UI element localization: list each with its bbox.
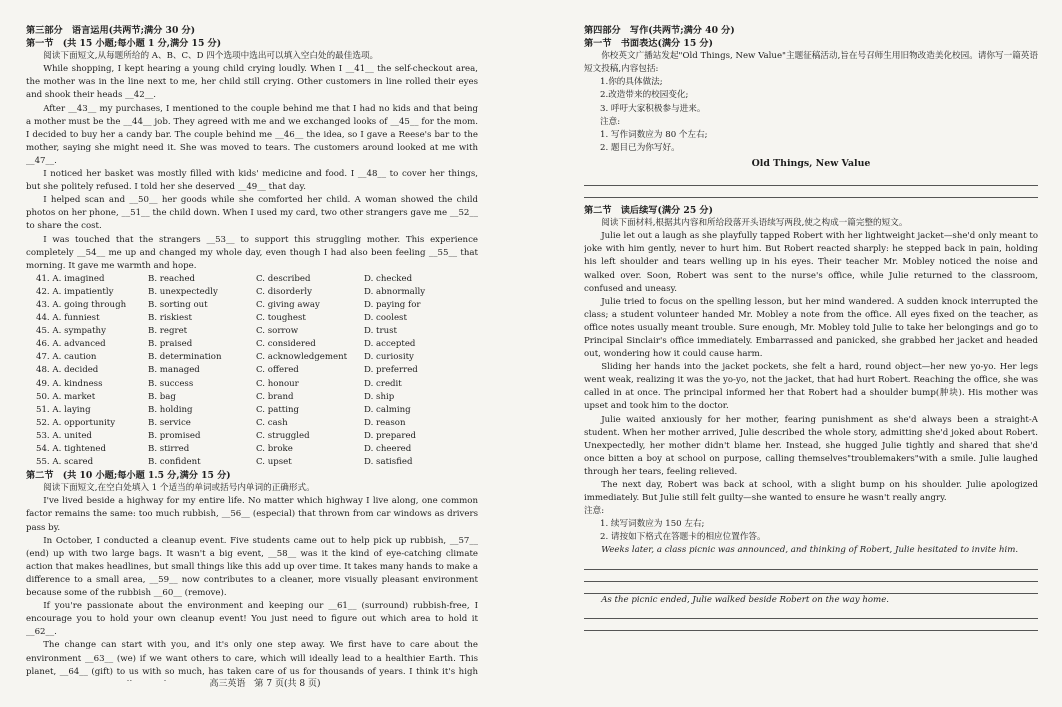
option-choice: B. service (148, 417, 191, 428)
option-choice: 48. A. decided (36, 365, 99, 376)
option-choice: D. credit (364, 378, 402, 389)
answer-line (584, 582, 1038, 594)
cloze-options-grid (36, 273, 478, 469)
option-choice: B. determination (148, 352, 222, 363)
option-choice: D. calming (364, 404, 411, 415)
answer-line (584, 607, 1038, 619)
grammar-paragraph: The change can start with you, and it's only one step away. We first have to care about the environment __63__ (we) if we want others to care, which will ideally lead to a healthier Earth. This planet, __64__ (gift) to us with so much, has taken care of us for thousands of years. I think it's high (26, 640, 478, 677)
option-choice: B. holding (148, 404, 193, 415)
paragraph2-opening: As the picnic ended, Julie walked beside Robert on the way home. (601, 594, 890, 605)
option-choice: C. struggled (256, 430, 310, 441)
option-choice: 42. A. impatiently (36, 286, 114, 297)
option-choice: C. brand (256, 391, 294, 402)
option-choice: C. giving away (256, 299, 320, 310)
option-choice: D. abnormally (364, 286, 426, 297)
option-choice: C. offered (256, 365, 299, 376)
left-column (26, 24, 478, 681)
option-choice: C. cash (256, 417, 288, 428)
right-column (584, 24, 1038, 681)
option-choice: C. broke (256, 444, 293, 454)
option-choice: D. preferred (364, 365, 418, 376)
part4-title: 第四部分 写作(共两节;满分 40 分) (584, 25, 735, 36)
option-choice: D. paying for (364, 299, 421, 310)
option-choice: D. accepted (364, 339, 416, 350)
option-choice: C. patting (256, 404, 300, 415)
page-footer: 高三英语 第 7 页(共 8 页) (209, 679, 321, 689)
option-choice: C. upset (256, 457, 292, 468)
part4-section1-title: 第一节 书面表达(满分 15 分) (584, 38, 713, 50)
task-point: 1.你的具体做法; (600, 77, 663, 88)
option-choice: D. checked (364, 273, 413, 284)
option-choice: B. stirred (148, 444, 190, 454)
option-choice: D. coolest (364, 313, 407, 324)
grammar-paragraph: If you're passionate about the environment and keeping our __61__ (surround) rubbish-free, I encourage you to hold your own cleanup event! You just need to figure out which area to hold it __62__. (26, 601, 478, 638)
option-choice: 53. A. united (36, 430, 92, 441)
option-choice: 55. A. scared (36, 457, 94, 468)
continuation-instruction: 阅读下面材料,根据其内容和所给段落开头语续写两段,使之构成一篇完整的短文。 (601, 218, 908, 229)
task-note: 2. 题目已为你写好。 (600, 142, 680, 153)
part4-section2-title: 第二节 读后续写(满分 25 分) (584, 205, 713, 217)
option-choice: B. promised (148, 430, 201, 441)
option-choice: D. prepared (364, 430, 417, 441)
answer-line (584, 558, 1038, 570)
option-choice: B. success (148, 378, 194, 389)
option-choice: B. managed (148, 365, 200, 376)
option-choice: 49. A. kindness (36, 378, 103, 389)
option-choice: C. disorderly (256, 286, 312, 297)
cloze-paragraph: After __43__ my purchases, I mentioned to the couple behind me that I had no kids and that being a mother must be the __44__ job. They agreed with me and we exchanged looks of __45__ for the mom. I decided to buy her a candy bar. The couple behind me __46__ the idea, so I gave a Reese's bar to the mother, saying she might need it. She was moved to tears. The customers around looked at me with __47__. (26, 103, 478, 166)
essay-title: Old Things, New Value (751, 157, 871, 169)
option-choice: 41. A. imagined (36, 273, 105, 284)
option-choice: C. honour (256, 378, 299, 389)
part3-section1-title: 第一节 (共 15 小题;每小题 1 分,满分 15 分) (26, 38, 222, 50)
option-choice: C. described (256, 273, 311, 284)
notes-label: 注意: (600, 116, 621, 127)
option-choice: B. bag (148, 391, 176, 402)
task-note: 1. 续写词数应为 150 左右; (600, 519, 705, 530)
option-choice: 46. A. advanced (36, 339, 106, 350)
answer-line (584, 570, 1038, 582)
section1-instruction: 阅读下面短文,从每题所给的 A、B、C、D 四个选项中选出可以填入空白处的最佳选项。 (43, 51, 379, 62)
cloze-paragraph: While shopping, I kept hearing a young child crying loudly. When I __41__ the self-checkout area, the mother was in the line next to me, her child still crying. Other customers in line rolled their eyes and shook their heads __42__. (26, 64, 478, 101)
story-paragraph: Julie tried to focus on the spelling lesson, but her mind wandered. A sudden knock interrupted the class; a student volunteer handed Mr. Mobley a note from the office. All eyes fixed on the teacher, as office notes usually meant trouble. Sure enough, Mr. Mobley told Julie to take her belongings and go to Principal Sinclair's office immediately. Embarrassed and panicked, she grabbed her jacket and headed out, wondering how it could cause harm. (584, 296, 1038, 360)
option-choice: 45. A. sympathy (36, 326, 106, 337)
option-choice: D. reason (364, 417, 406, 428)
answer-line (584, 619, 1038, 631)
section2-instruction: 阅读下面短文,在空白处填入 1 个适当的单词或括号内单词的正确形式。 (43, 483, 315, 494)
option-choice: C. toughest (256, 313, 306, 324)
part3-section2-title: 第二节 (共 10 小题;每小题 1.5 分,满分 15 分) (26, 470, 231, 482)
option-choice: B. reached (148, 273, 196, 284)
story-paragraph: Sliding her hands into the jacket pockets, she felt a hard, round object—her new yo-yo. Her legs went weak, realizing it was the yo-yo, not the jacket, that had hurt Robert. Reaching the office, she was called in at once. The principal informed her that Robert had a shoulder bump(肿块). His mother was upset and took him to the doctor. (584, 362, 1038, 412)
cloze-paragraph: I was touched that the strangers __53__ to support this struggling mother. This experience completely __54__ me up and changed my whole day, even though I had also been feeling __55__ that morning. It gave me warmth and hope. (26, 234, 478, 271)
option-choice: D. ship (364, 391, 395, 402)
story-paragraph: Julie let out a laugh as she playfully tapped Robert with her lightweight jacket—she'd only meant to joke with him gently, never to hurt him. But Robert reacted sharply: he stepped back in pain, holding his left shoulder and tears welling up in his eyes. Their teacher Mr. Mobley noticed the noise and walked over. Soon, Robert was sent to the nurse's office, while Julie returned to the classroom, confused and uneasy. (584, 231, 1038, 294)
story-paragraph: Julie waited anxiously for her mother, fearing punishment as she'd always been a straight-A student. When her mother arrived, Julie described the whole story, admitting she'd joked about Robert. Unexpectedly, her mother didn't blame her. Instead, she hugged Julie tightly and shared that she'd once bitten a boy at school on purpose, calling themselves"troublemakers"with a smile. Julie laughed through her tears, feeling relieved. (584, 414, 1038, 477)
option-choice: B. praised (148, 339, 193, 350)
option-choice: D. cheered (364, 444, 412, 454)
option-choice: D. trust (364, 326, 398, 337)
paragraph1-opening: Weeks later, a class picnic was announced, and thinking of Robert, Julie hesitated to invite him. (601, 545, 1019, 556)
cloze-paragraph: I noticed her basket was mostly filled with kids' medicine and food. I __48__ to cover her things, but she politely refused. I told her she deserved __49__ that day. (26, 169, 478, 193)
option-choice: C. considered (256, 339, 316, 350)
option-choice: B. sorting out (148, 299, 208, 310)
cloze-paragraph: I helped scan and __50__ her goods while she comforted her child. A woman showed the child photos on her phone, __51__ the child down. When I used my card, two other strangers gave me __52__ to share the cost. (26, 195, 478, 232)
option-choice: 50. A. market (36, 391, 96, 402)
answer-line (584, 186, 1038, 198)
option-choice: B. regret (148, 326, 188, 337)
option-choice: D. satisfied (364, 457, 413, 468)
option-choice: B. confident (148, 457, 201, 468)
option-choice: B. riskiest (148, 313, 192, 324)
part3-title: 第三部分 语言运用(共两节;满分 30 分) (26, 25, 196, 36)
option-choice: 51. A. laying (36, 404, 91, 415)
story-paragraph: The next day, Robert was back at school, with a slight bump on his shoulder. Julie apologized immediately. But Julie still felt guilty—she wanted to ensure he wasn't really angry. (584, 480, 1038, 504)
option-choice: D. curiosity (364, 352, 414, 363)
task-point: 2.改造带来的校园变化; (600, 90, 689, 101)
writing-task-instruction: 你校英文广播站发起"Old Things, New Value"主题征稿活动,旨在号召师生用旧物改造美化校园。请你写一篇英语短文投稿,内容包括: (584, 51, 1038, 75)
task-note: 1. 写作词数应为 80 个左右; (600, 129, 708, 140)
option-choice: 43. A. going through (36, 299, 127, 310)
option-choice: 52. A. opportunity (36, 417, 116, 428)
option-choice: C. acknowledgement (256, 352, 348, 363)
task-point: 3. 呼吁大家积极参与进来。 (600, 103, 706, 114)
option-choice: 54. A. tightened (36, 444, 106, 454)
option-choice: 47. A. caution (36, 352, 97, 363)
option-choice: 44. A. funniest (36, 313, 100, 324)
option-choice: C. sorrow (256, 326, 299, 337)
grammar-paragraph: I've lived beside a highway for my entire life. No matter which highway I live along, one common factor remains the same: too much rubbish, __56__ (especial) that thrown from car windows as drivers pass by. (26, 496, 478, 533)
notes-label: 注意: (584, 506, 605, 517)
task-note: 2. 请按如下格式在答题卡的相应位置作答。 (600, 532, 766, 543)
grammar-paragraph: In October, I conducted a cleanup event. Five students came out to help pick up rubbish, __57__ (end) up with two large bags. It wasn't a big event, __58__ was it the kind of eye-catching climate action that makes headlines, but small things like this add up over time. It takes many hands to make a difference to a small area, __59__ now contributes to a cleaner, more visually pleasant environment because some of the rubbish __60__ (remove). (26, 535, 478, 599)
option-choice: B. unexpectedly (148, 286, 218, 297)
answer-line (584, 174, 1038, 186)
